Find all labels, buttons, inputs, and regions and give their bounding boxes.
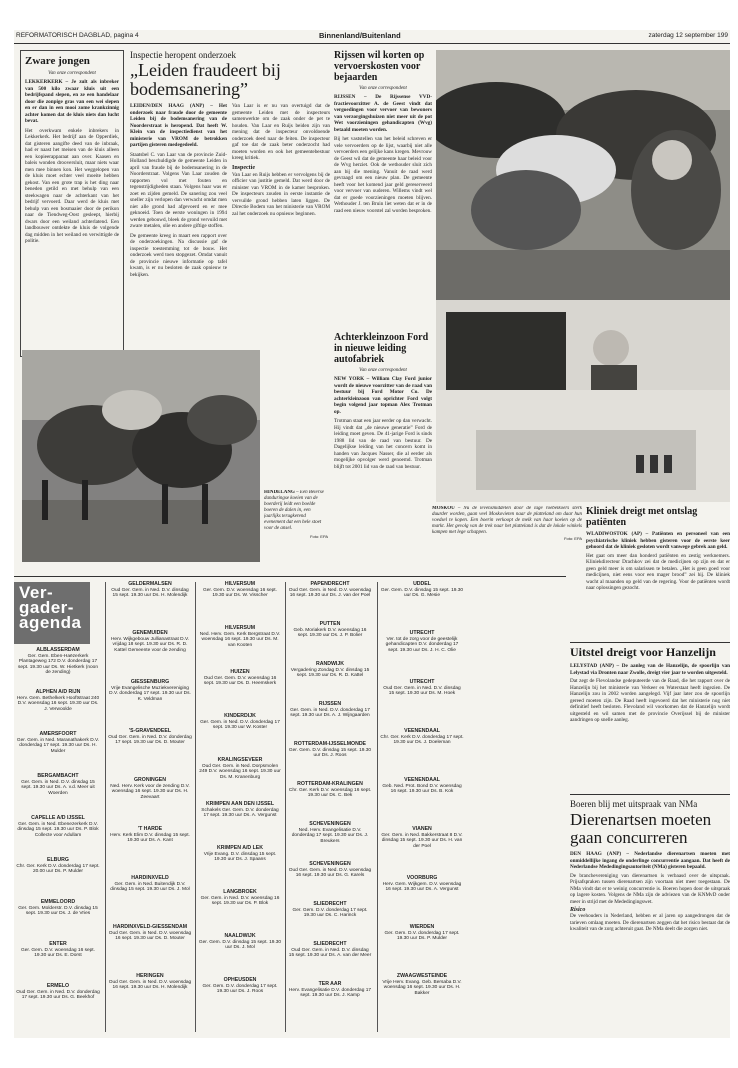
agenda-entry	[288, 822, 372, 844]
agenda-entry	[16, 774, 100, 796]
agenda-entry	[288, 782, 372, 799]
agenda-entry-details: Geb. Ned. Prot. Bond D.V. woensdag 16 sept. 19.30 uur Ds. B. Kok	[382, 783, 462, 795]
agenda-entry	[198, 758, 282, 780]
agenda-entry-details: Oud Ger. Gem. in Ned. D.V. dinsdag 15 sept. 19.30 uur Ds. M. Hoek	[383, 685, 461, 697]
article-body-2: De gemeente kreeg in maart een rapport over de onderzoekingen. Na discussie gaf de inspectie toestemming tot de bouw. Het onderzoek werd toen stopgezet. Omdat vanuit de provincie nieuwe informatie op tafel kwam, is er nu besloten de zaak opnieuw te bekijken.	[130, 232, 227, 278]
agenda-entry-details: Oud Ger. Gem. in Ned. D.V. woensdag 16 sept. 19.30 uur Ds. J. van der Poel	[288, 587, 372, 599]
agenda-entry	[198, 802, 282, 819]
article-headline: Rijssen wil korten op vervoerskosten voor bejaarden	[334, 50, 425, 83]
photo-credit: Foto: EPA	[564, 536, 582, 541]
agenda-entry	[380, 582, 464, 599]
agenda-entry-place: UTRECHT	[409, 679, 435, 685]
agenda-entry	[380, 925, 464, 942]
agenda-entry	[380, 729, 464, 746]
agenda-entry-place: PUTTEN	[319, 621, 341, 627]
agenda-entry-place: HARDINXVELD-GIESSENDAM	[112, 924, 188, 930]
agenda-entry-place: HERINGEN	[136, 973, 164, 979]
article-rijssen	[334, 50, 432, 300]
caption-place: MOSKOU	[432, 506, 455, 511]
agenda-entry	[198, 978, 282, 995]
agenda-entry-place: CAPELLE A/D IJSSEL	[31, 815, 85, 821]
agenda-entry-details: Oud Ger. Gem. in Ned. Dorpsmolen 249 D.V. woensdag 16 sept. 19.30 uur Ds. M. Kranenburg	[199, 763, 281, 780]
article-body: Dat zegt de Flevolandse gedeputeerde van de Raad, die het rapport over de Hanzelijn bij het ministerie van Verkeer en Waterstaat heeft ingezien. De Hanzelijn zou in 2002 worden aangelegd. Vijf jaar later zou de spoorlijn gereed moeten zijn. De Raad heeft ingevoerd dat het ministerie nog niet definitief heeft besloten. Flevoland wil voorkomen dat de Hanzelijn wordt uitgesteld en wil samen met de provincie Overijssel bij de minister aandringen op snelle aanleg.	[570, 678, 730, 723]
agenda-entry	[108, 827, 192, 844]
agenda-entry-place: ELBURG	[47, 857, 69, 863]
agenda-entry-details: Geb. Moriakerk D.V. woensdag 16 sept. 19.30 uur Ds. J. P. Bolier	[293, 627, 367, 639]
agenda-entry	[16, 984, 100, 1001]
agenda-entry-details: Ger. Gem. D.V. woensdag 16 sept. 19.30 uur Ds. E. Dorst	[21, 947, 95, 959]
agenda-entry-place: SCHEVENINGEN	[309, 861, 351, 867]
article-headline: Kliniek dreigt met ontslag patiënten	[586, 506, 698, 528]
agenda-entry	[16, 648, 100, 676]
article-hanzelijn	[570, 642, 730, 790]
article-lead: WLADIWOSTOK (AP) – Patiënten en personeel van een psychiatrische kliniek hebben gisteren voor de eerste keer gehoord dat de kliniek gesloten wordt vanwege gebrek aan geld.	[586, 531, 730, 550]
cows-photo-image	[22, 350, 260, 562]
agenda-entry-place: WIERDEN	[409, 924, 435, 930]
agenda-entry	[380, 876, 464, 893]
agenda-entry-details: Herv. Kerk Elim D.V. dinsdag 15 sept. 19.30 uur Ds. A. Kant	[110, 832, 190, 844]
agenda-entry-details: Oud Ger. Gem. in Ned. D.V. dinsdag 15 sept. 19.30 uur Ds. H. Molendijk	[111, 587, 189, 599]
agenda-entry	[108, 582, 192, 599]
agenda-entry	[108, 876, 192, 893]
agenda-entry-place: GELDERMALSEN	[128, 581, 172, 587]
agenda-entry-place: SCHEVENINGEN	[309, 821, 351, 827]
agenda-entry-details: Oud Ger. Gem. D.V. woensdag 16 sept. 19.30 uur Ds. D. Heemskerk	[203, 675, 277, 687]
agenda-entry-details: Ned. Herv. Gem. Kerk Bergstraat D.V. woensdag 16 sept. 19.30 uur Ds. M. van Kooten	[199, 631, 281, 648]
agenda-entry-details: Chr. Ger. Kerk D.V. woensdag 16 sept. 19.30 uur Ds. C. Bek	[288, 787, 372, 799]
agenda-entry-details: Oud Ger. Gem. in Ned. D.V. woensdag 16 sept. 19.30 uur Ds. H. Molendijk	[108, 979, 192, 991]
agenda-entry-place: ENTER	[49, 941, 67, 947]
agenda-entry	[16, 690, 100, 712]
article-ford	[334, 332, 432, 508]
agenda-entry	[288, 902, 372, 919]
article-lead: LEIDEN/DEN HAAG (ANP) – Het onderzoek naar fraude door de gemeente Leiden bij de bodemsanering van de Noorderstraat is heropend. Dat heeft W. Klein van de inspectiedienst van het ministerie van VROM de betrokken partijen gisteren medegedeeld.	[130, 103, 227, 148]
agenda-entry-place: ROTTERDAM-IJSSELMONDE	[293, 741, 367, 747]
agenda-column-rule	[285, 582, 286, 1032]
agenda-entry-details: Herv. Gem. Bethelkerk Hooftstraat 240 D.V. woensdag 16 sept. 19.30 uur Ds. J. Verwoolde	[16, 695, 100, 712]
agenda-entry-place: LANGBROEK	[223, 889, 257, 895]
agenda-title-box	[14, 582, 90, 644]
article-lead: NEW YORK – William Clay Ford junior wordt de nieuwe voorzitter van de raad van bestuur bij Ford Motor Co. De achterkleinzoon van oprichter Ford volgt begin volgend jaar topman Alex Trotman op.	[334, 376, 432, 415]
agenda-entry-place: AMERSFOORT	[39, 731, 77, 737]
agenda-top-rule	[14, 576, 566, 577]
article-lead: DEN HAAG (ANP) – Nederlandse dierenartsen moeten met onmiddellijke ingang de onderlinge concurrentie aangaan. Dat heeft de Nederlandse Mededingingsautoriteit (NMa) gisteren bepaald.	[570, 851, 730, 870]
agenda-entry	[108, 925, 192, 942]
agenda-entry	[16, 900, 100, 917]
agenda-entry-place: HILVERSUM	[224, 581, 256, 587]
article-headline: Uitstel dreigt voor Hanzelijn	[570, 645, 716, 659]
caption-place: HINDELANG	[264, 490, 295, 495]
agenda-entry-details: Ger. Gem. in Ned. D.V. donderdag 17 sept. 19.30 uur Ds. A. J. Wijngaarden	[290, 707, 370, 719]
section-title: Binnenland/Buitenland	[319, 31, 401, 40]
agenda-entry	[108, 778, 192, 800]
agenda-entry	[198, 582, 282, 599]
agenda-entry	[380, 974, 464, 996]
agenda-entry-details: Ger. Gem. D.V. donderdag 17 sept. 19.30 uur Ds. J. Roos	[202, 983, 278, 995]
agenda-entry-details: Vrije Herv. Evang. Geb. Bersaba D.V. woensdag 16 sept. 19.30 uur Ds. H. Bakker	[382, 979, 462, 996]
agenda-title: Ver-gader-agenda	[19, 583, 82, 632]
agenda-entry	[380, 631, 464, 653]
agenda-entry	[380, 680, 464, 697]
agenda-entry-place: KRIMPEN AAN DEN IJSSEL	[205, 801, 275, 807]
article-body: De branchevereniging van dierenartsen is verbaasd over de uitspraak. Prijsafspraken tussen dierenartsen zijn voortaan niet meer toegestaan. De NMa vindt dat er te weinig concurrentie is. Boeren hopen door de uitspraak op lagere kosten. Volgens de NMa zijn de adviezen van de KNMvD onder meer in strijd met de Mededingingswet.	[570, 872, 730, 905]
agenda-entry-place: UTRECHT	[409, 630, 435, 636]
caption-text: – Nu de levensmiddelen door de lage roebelkoers sterk duurder worden, gaan veel Moskovieten naar de platteland om daar hun voedsel te kopen. Een boerin verkoopt de melk van haar koeien op de markt. Het gevolg van de trek naar het platteland is dat de lokale winkels kampen met lege schappen.	[432, 506, 582, 535]
byline: Van onze correspondent	[48, 71, 96, 76]
article-lead: LELYSTAD (ANP) – De aanleg van de Hanzelijn, de spoorlijn van Lelystad via Dronten naar Zwolle, dreigt vier jaar te worden uitgesteld.	[570, 663, 730, 676]
article-body-1: Staatsbel C. van Laar van de provincie Zuid-Holland beschuldigde de gemeente Leiden in april van fraude bij de bodemsanering in de Noorderstraat. Volgens Van Laar zouden de rapporten vol met fouten en tegenstrijdigheden staan. Volgens haar was er zoet en zijden gemeld. De sanering zou veel sneller zijn verlopen dan verwacht omdat men niet alle grond had afgevoerd en er mee geknoeid. Toen de eerste woningen in 1994 werden gebouwd, bleek de grond vervuild met zware metalen, olie en andere giftige stoffen.	[130, 151, 227, 229]
agenda-entry-place: RANDWIJK	[316, 661, 344, 667]
agenda-entry-place: TER AAR	[318, 981, 342, 987]
agenda-entry-place: VIANEN	[412, 826, 432, 832]
agenda-entry	[108, 631, 192, 653]
agenda-entry-details: Oud Ger. Gem. in Ned. D.V. donderdag 17 sept. 19.30 uur Ds. G. Beekhof	[16, 989, 100, 1001]
agenda-entry	[380, 778, 464, 795]
agenda-entry-place: VEENENDAAL	[404, 728, 440, 734]
article-headline: Dierenartsen moeten gaan concurreren	[570, 810, 712, 847]
agenda-entry	[16, 942, 100, 959]
agenda-entry-details: Vrije Evangelische Muziekvereniging D.V. donderdag 17 sept. 19.30 uur Ds. K. Veldman	[109, 685, 191, 702]
agenda-entry-place: KRIMPEN A/D LEK	[217, 845, 263, 851]
agenda-entry-place: SLIEDRECHT	[313, 941, 347, 947]
agenda-entry-place: HILVERSUM	[224, 625, 256, 631]
agenda-entry-details: Oud Ger. Gem. in Ned. D.V. dinsdag 15 sept. 19.30 uur Ds. A. van der Meer	[288, 947, 372, 959]
article-title: Zware jongen	[25, 55, 90, 67]
agenda-entry	[198, 890, 282, 907]
agenda-entry-place: GRONINGEN	[134, 777, 166, 783]
agenda-entry-place: UDDEL	[413, 581, 431, 587]
agenda-entry-place: ERMELO	[46, 983, 70, 989]
article-nma	[570, 794, 730, 1034]
agenda-entry-details: Ned. Herv. Kerk voor de zending D.V. woensdag 16 sept. 19.30 uur Ds. H. Zeevaart	[110, 783, 190, 800]
article-body: Het gaat om meer dan honderd patiënten en zestig werknemers. Kliniekdirecteur Drachkov zei dat de medicijnen op zijn en dat er geen geld meer is om salarissen te betalen. „Het is geen goed voor medicijnen, niet eens voor een mager brood” zei hij. De kliniek wacht al maanden op geld van de regering. Voor de patiënten wordt naar oplossingen gezocht.	[586, 552, 730, 591]
agenda-entry-place: NAALDWIJK	[224, 933, 256, 939]
paper-name: REFORMATORISCH DAGBLAD, pagina 4	[16, 32, 139, 39]
agenda-entry-details: Ger. Gem. D.V. woensdag 16 sept. 19.30 uur Ds. W. Visscher	[203, 587, 277, 599]
agenda-entry	[108, 729, 192, 746]
newspaper-page	[14, 30, 730, 1038]
page-header	[14, 30, 730, 44]
agenda-entry	[198, 626, 282, 648]
article-body-3: Van Laar is er nu van overtuigd dat de gemeente Leiden met de inspecteurs samenwerkte om de zaak onder de pet te houden. Van Laar en Ruijs beiden zijn van mening dat de inspecteur onvoldoende onderzoek deed naar de feiten. De inspecteur gaf toe dat de zaak beter onderzocht had moeten worden en ook het gemeentebestuur kreeg kritiek.	[232, 103, 330, 161]
agenda-entry-place: OPHEUSDEN	[223, 977, 257, 983]
byline: Van onze correspondent	[359, 368, 407, 373]
agenda-entry-details: Vrije Evang. D.V. dinsdag 15 sept. 19.30 uur Ds. J. Spaans	[203, 851, 277, 863]
article-subhead: Risico	[570, 907, 586, 913]
article-kicker: Boeren blij met uitspraak van NMa	[570, 799, 698, 809]
article-headline: „Leiden fraudeert bij bodemsanering”	[130, 60, 281, 99]
market-photo-image	[436, 50, 730, 502]
agenda-entry-place: HARDINXVELD	[131, 875, 169, 881]
article-body-2: De veehouders in Nederland, hebben er al jaren op aangedrongen dat de tarieven omlaag moeten. De dierenartsen zeggen dat het risico bestaat dat de kwaliteit van de zorg achteruit gaat. De NMa deelt die zorgen niet.	[570, 913, 730, 932]
agenda-entry-place: 'T HARDE	[137, 826, 163, 832]
photo-hindelang-cows	[22, 350, 260, 562]
agenda-entry-place: PAPENDRECHT	[310, 581, 350, 587]
agenda-entry-place: SLIEDRECHT	[313, 901, 347, 907]
agenda-entry-details: Ger. Gem. in Ned. Maranathakerk D.V. donderdag 17 sept. 19.30 uur Ds. H. Mulder	[16, 737, 100, 754]
agenda-entry-place: GENEMUIDEN	[132, 630, 168, 636]
agenda-entry	[198, 934, 282, 951]
agenda-entry-details: Ger. Gem. in Ned. D.V. woensdag 16 sept. 19.30 uur Ds. P. Blok	[200, 895, 280, 907]
agenda-entry	[288, 742, 372, 759]
article-body: Bij het vaststellen van het beleid schreven er vele vervoerders op de lijst, waarbij niet alle vervoerders een gelijke kans kregen. Mevrouw de Geest wil dat de gemeente haar beleid voor de Wvg herziet. Ook de wethouder sluit zich aan bij die mening. Vanuit de raad werd gevraagd om een nieuw plan. De gemeente heeft voor het komend jaar geld gereserveerd voor vervoer van ouderen. Willems vindt wel dat er goede voorzieningen moeten blijven. Wethouder J. ten Bruin liet weten dat er in de raad een nieuw voorstel zal worden besproken.	[334, 136, 432, 214]
agenda-column-rule	[195, 582, 196, 1032]
caption-text: – Een Beierse danduringse koeien van de boerderij leidt een boelde boeren de dalen in, een jaarlijks terugkerend evenement dat een hele stoet voor de ansel.	[264, 490, 324, 531]
agenda-entry-place: KRALINGSEVEER	[217, 757, 263, 763]
byline: Van onze correspondent	[359, 86, 407, 91]
article-lead: LEKKERKERK – Je zult als inbreker van 500 kilo zwaar kluis uit een bedrijfspand slepen, en ze een handelaar door die zonpige gras van een wei slepen en er dan in een mooi zome krankzinnig achter komen dat de kluis niets dan lucht bevat.	[25, 79, 119, 124]
agenda-entry-place: KINDERDIJK	[224, 713, 256, 719]
agenda-entry-details: Ger. Gem. in Ned. Ebenezerkerk D.V. dinsdag 15 sept. 19.30 uur Ds. P. Blok Collecte voor Adullam	[17, 821, 99, 838]
caption-moskou	[432, 506, 582, 572]
agenda-entry-details: Ned. Herv. Evangelisatie D.V. donderdag 17 sept. 19.30 uur Ds. J. Breukers	[291, 827, 369, 844]
agenda-entry-place: BERGAMBACHT	[37, 773, 79, 779]
agenda-entry-place: ZWAAGWESTEINDE	[396, 973, 448, 979]
agenda-entry	[288, 582, 372, 599]
agenda-entry-details: Oud Ger. Gem. in Ned. D.V. donderdag 17 sept. 19.30 uur Ds. D. Mouter	[108, 734, 192, 746]
agenda-entry-details: Ger. Gem. in Ned. Bakkerstraat 8 D.V. dinsdag 15 sept. 19.30 uur Ds. H. van der Poel	[381, 832, 463, 849]
agenda-entry-details: Ger. Gem. Eben-Haëzerkerk Plantageweg 172 D.V. donderdag 17 sept. 19.30 uur Ds. W. Hietkerk (noon de zending)	[18, 653, 98, 676]
agenda-entry	[380, 827, 464, 849]
agenda-entry-details: Ver. tot de zorg voor de geestelijk gehandicapten D.V. donderdag 17 sept. 19.30 uur Ds. J. H. C. Olie	[385, 636, 459, 653]
agenda-entry-details: Ger. Gem. D.V. dinsdag 15 sept. 19.30 uur Ds. G. Mesie	[380, 587, 464, 599]
agenda-entry-place: GIESSENBURG	[130, 679, 170, 685]
agenda-entry-details: Ger. Gem. D.V. donderdag 17 sept. 19.30 uur Ds. C. Harinck	[292, 907, 368, 919]
agenda-entry	[16, 816, 100, 838]
article-subhead: Inspectie	[232, 164, 255, 171]
agenda-entry	[198, 670, 282, 687]
agenda-entry-details: Oud Ger. Gem. in Ned. D.V. woensdag 16 sept. 19.30 uur Ds. G. Karels	[288, 867, 372, 879]
article-kliniek	[586, 506, 730, 638]
agenda-entry	[288, 942, 372, 959]
agenda-entry-place: VOORBURG	[406, 875, 438, 881]
article-body: Het overkwam enkele inbrekers in Lekkerkerk. Het bedrijf aan de Opperdiek, dat gisteren aangifte deed van de inbraak, had er naast het meisen van de kluis alleen een kopieerapparaat aan over. Kaasen en baleis wonden drooversluit, maar niets waar men mee binnen kon. Het weggelopen van de kluis moet echter veel moeite hebben gekost. Van een grote trap is het ding naar beneden getild en met behulp van een steekwagen naar de achterkant van het bedrijf vervoerd. Daar werd de kluis met behulp van een bosmaaier door de perikon naar de Tiendweg-Oost gesleept, hierbij dwars door een weiland achterlatend. Een landbouwer ontdekte de kluis de volgende dag midden in het weiland en verwittigde de politie.	[25, 127, 119, 244]
photo-moskou-market	[436, 50, 730, 502]
agenda-entry-details: Herv. Wijkgebouw Jullianastraat D.V. vrijdag 18 sept. 19.30 uur Ds. R. D. Kattel Gemeente voor de zending	[110, 636, 190, 653]
agenda-entry-place: ROTTERDAM-KRALINGEN	[297, 781, 363, 787]
article-lead: RIJSSEN – De Rijssense VVD-fractievoorzitter A. de Geest vindt dat vergoedingen voor vervoer van bewoners van verzorgingshuizen niet meer uit de pot Wet voorzieningen gehandicapten (Wvg) betaald moeten worden.	[334, 94, 432, 133]
photo-credit: Foto: EPA	[310, 534, 328, 539]
agenda-entry-place: ALBLASSERDAM	[36, 647, 80, 653]
agenda-entry-details: Ger. Gem. D.V. dinsdag 15 sept. 19.30 uur Ds. J. Roos	[288, 747, 372, 759]
agenda-entry-details: Herv. Evangelisatie D.V. donderdag 17 sept. 19.30 uur Ds. J. Kamp	[288, 987, 372, 999]
agenda-entry-details: Oud Ger. Gem. in Ned. D.V. woensdag 16 sept. 19.30 uur Ds. D. Mouter	[108, 930, 192, 942]
agenda-entry	[16, 732, 100, 754]
agenda-entry-place: RIJSSEN	[318, 701, 342, 707]
agenda-entry-details: Chr. Ger. Kerk D.V. donderdag 17 sept. 19.30 uur Ds. J. Doeleman	[380, 734, 464, 746]
agenda-entry	[288, 982, 372, 999]
agenda-column-rule	[377, 582, 378, 1032]
agenda-entry-place: VEENENDAAL	[404, 777, 440, 783]
agenda-entry	[288, 702, 372, 719]
agenda-entry-details: Ger. Gem. in Ned. D.V. donderdag 17 sept. 19.30 uur W. Koster	[200, 719, 280, 731]
agenda-entry-details: Vergadering Zondag D.V. dinsdag 15 sept. 19.30 uur Ds. R. D. Kattel	[290, 667, 370, 679]
agenda-entry-place: ALPHEN A/D RIJN	[35, 689, 81, 695]
agenda-entry-place: EMMELOORD	[40, 899, 76, 905]
article-kicker: Inspectie heropent onderzoek	[130, 50, 236, 60]
article-inspectie	[130, 50, 330, 370]
agenda-entry	[288, 862, 372, 879]
agenda-entry	[16, 858, 100, 875]
agenda-entry-place: 'S-GRAVENDEEL	[128, 728, 172, 734]
page-date: zaterdag 12 september 199	[648, 32, 728, 39]
agenda-entry-details: Ger. Gem. D.V. dinsdag 15 sept. 19.30 uur Ds. J. Mol	[198, 939, 282, 951]
article-body: Trotman staat een jaar eerder op dan verwacht. Hij vindt dat „de nieuwe generatie” Ford de leiding moet geven. De 41-jarige Ford is sinds 1988 lid van de raad van bestuur. De Dagelijkse leiding van het concern komt in handen van Jacques Nasser, die al eerder als mogelijke opvolger werd genoemd. Trotman blijft tot 2001 lid van de raad van bestuur.	[334, 418, 432, 470]
agenda-entry-details: Ger. Gem. Molderstr. D.V. dinsdag 15 sept. 19.30 uur Ds. J. de Vries	[18, 905, 98, 917]
agenda-entry-details: Ger. Gem. D.V. donderdag 17 sept. 19.30 uur Ds. P. Mulder	[384, 930, 460, 942]
agenda-entry-details: Herv. Gem. Wijkgem. D.V. woensdag 16 sept. 19.30 uur Ds. A. Vergunst	[382, 881, 462, 893]
agenda-entry-details: Ger. Gem. in Ned. D.V. dinsdag 15 sept. 19.30 uur Ds. A. v.d. Meer uit Woerden	[21, 779, 95, 796]
agenda-entry	[198, 846, 282, 863]
article-headline: Achterkleinzoon Ford in nieuwe leiding autofabriek	[334, 332, 429, 365]
agenda-entry-details: Schakels Ger. Gem. D.V. donderdag 17 sept. 19.30 uur Ds. A. Vergunst	[201, 807, 279, 819]
agenda-entry	[198, 714, 282, 731]
agenda-entry	[108, 974, 192, 991]
agenda-column-rule	[105, 582, 106, 1032]
article-zware-jongen	[20, 50, 124, 357]
agenda-entry	[288, 622, 372, 639]
caption-hindelang	[264, 490, 328, 570]
agenda-entry-details: Ger. Gem. in Ned. Buitendijk D.V. dinsdag 15 sept. 19.30 uur Ds. J. Mol	[110, 881, 190, 893]
article-body-4: Van Laar en Ruijs hebben er vervolgens bij de officier van justitie gemeld. Dat werd door de minister van VROM in de kamer besproken. De inspecteurs zouden in eerste instantie de vervuilde grond hebben laten liggen. De Directie Bodem van het ministerie van VROM zal het onderzoek nu opnieuw beginnen.	[232, 171, 330, 217]
agenda-entry-place: HUIZEN	[230, 669, 250, 675]
agenda-entry	[288, 662, 372, 679]
agenda-entry-details: Chr. Ger. Kerk D.V. donderdag 17 sept. 20.00 uur Ds. P. Mulder	[16, 863, 100, 875]
agenda-entry	[108, 680, 192, 702]
